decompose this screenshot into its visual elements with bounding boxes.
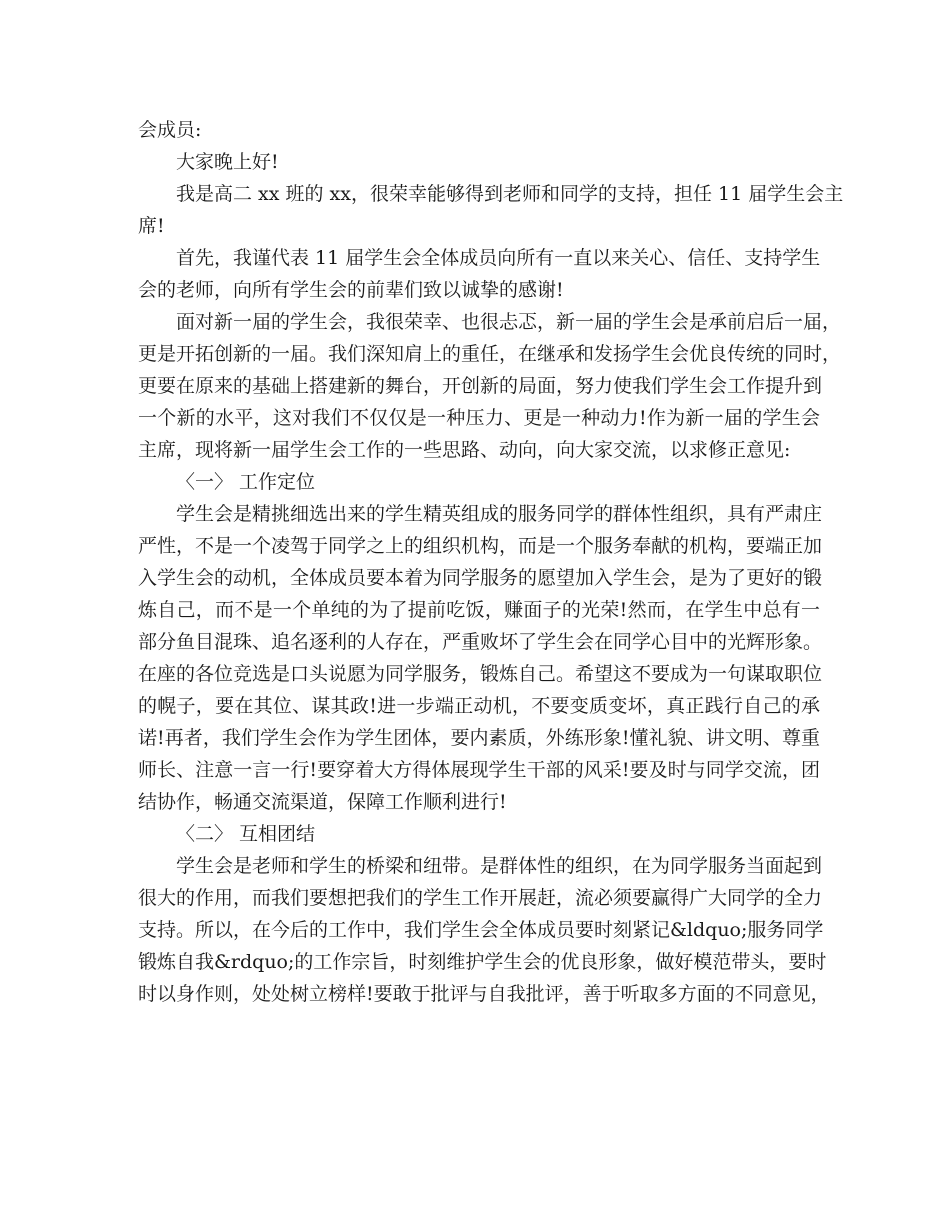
text-line: 主席，现将新一届学生会工作的一些思路、动向，向大家交流，以求修正意见:: [138, 439, 791, 461]
text-line: 学生会是老师和学生的桥梁和纽带。是群体性的组织，在为同学服务当面起到: [176, 855, 823, 877]
text-line: 诺!再者，我们学生会作为学生团体，要内素质，外练形象!懂礼貌、讲文明、尊重: [138, 727, 820, 749]
text-line: 很大的作用，而我们要想把我们的学生工作开展赶，流必须要赢得广大同学的全力: [138, 887, 823, 909]
text-line: 首先，我谨代表 11 届学生会全体成员向所有一直以来关心、信任、支持学生: [176, 247, 821, 269]
document-body: [138, 114, 844, 1010]
text-line: 更是开拓创新的一届。我们深知肩上的重任，在继承和发扬学生会优良传统的同时，: [138, 343, 842, 365]
text-line: 时以身作则，处处树立榜样!要敢于批评与自我批评，善于听取多方面的不同意见，: [138, 983, 830, 1005]
text-line: 部分鱼目混珠、追名逐利的人存在，严重败坏了学生会在同学心目中的光辉形象。: [138, 631, 823, 653]
text-line: 席!: [138, 215, 165, 237]
text-line: 严性，不是一个凌驾于同学之上的组织机构，而是一个服务奉献的机构，要端正加: [138, 535, 823, 557]
text-line: 的幌子，要在其位、谋其政!进一步端正动机，不要变质变坏，真正践行自己的承: [138, 695, 820, 717]
text-line: 师长、注意一言一行!要穿着大方得体展现学生干部的风采!要及时与同学交流，团: [138, 759, 820, 781]
text-line: 炼自己，而不是一个单纯的为了提前吃饭，赚面子的光荣!然而，在学生中总有一: [138, 599, 820, 621]
text-line: 〈一〉 工作定位: [176, 471, 316, 493]
text-line: 大家晚上好!: [176, 151, 279, 173]
text-line: 支持。所以，在今后的工作中，我们学生会全体成员要时刻紧记&ldquo;服务同学: [138, 919, 824, 941]
text-line: 面对新一届的学生会，我很荣幸、也很忐忑，新一届的学生会是承前启后一届，: [176, 311, 842, 333]
text-line: 在座的各位竞选是口头说愿为同学服务，锻炼自己。希望这不要成为一句谋取职位: [138, 663, 823, 685]
text-line: 锻炼自我&rdquo;的工作宗旨，时刻维护学生会的优良形象，做好模范带头，要时: [138, 951, 827, 973]
text-line: 学生会是精挑细选出来的学生精英组成的服务同学的群体性组织，具有严肃庄: [176, 503, 823, 525]
text-line: 会的老师，向所有学生会的前辈们致以诚挚的感谢!: [138, 279, 564, 301]
text-line: 结协作，畅通交流渠道，保障工作顺利进行!: [138, 791, 507, 813]
text-line: 我是高二 xx 班的 xx，很荣幸能够得到老师和同学的支持，担任 11 届学生会主: [176, 183, 844, 205]
text-line: 一个新的水平，这对我们不仅仅是一种压力、更是一种动力!作为新一届的学生会: [138, 407, 820, 429]
text-line: 〈二〉 互相团结: [176, 823, 316, 845]
text-line: 会成员:: [138, 119, 202, 141]
text-line: 更要在原来的基础上搭建新的舞台，开创新的局面，努力使我们学生会工作提升到: [138, 375, 823, 397]
text-line: 入学生会的动机，全体成员要本着为同学服务的愿望加入学生会，是为了更好的锻: [138, 567, 823, 589]
